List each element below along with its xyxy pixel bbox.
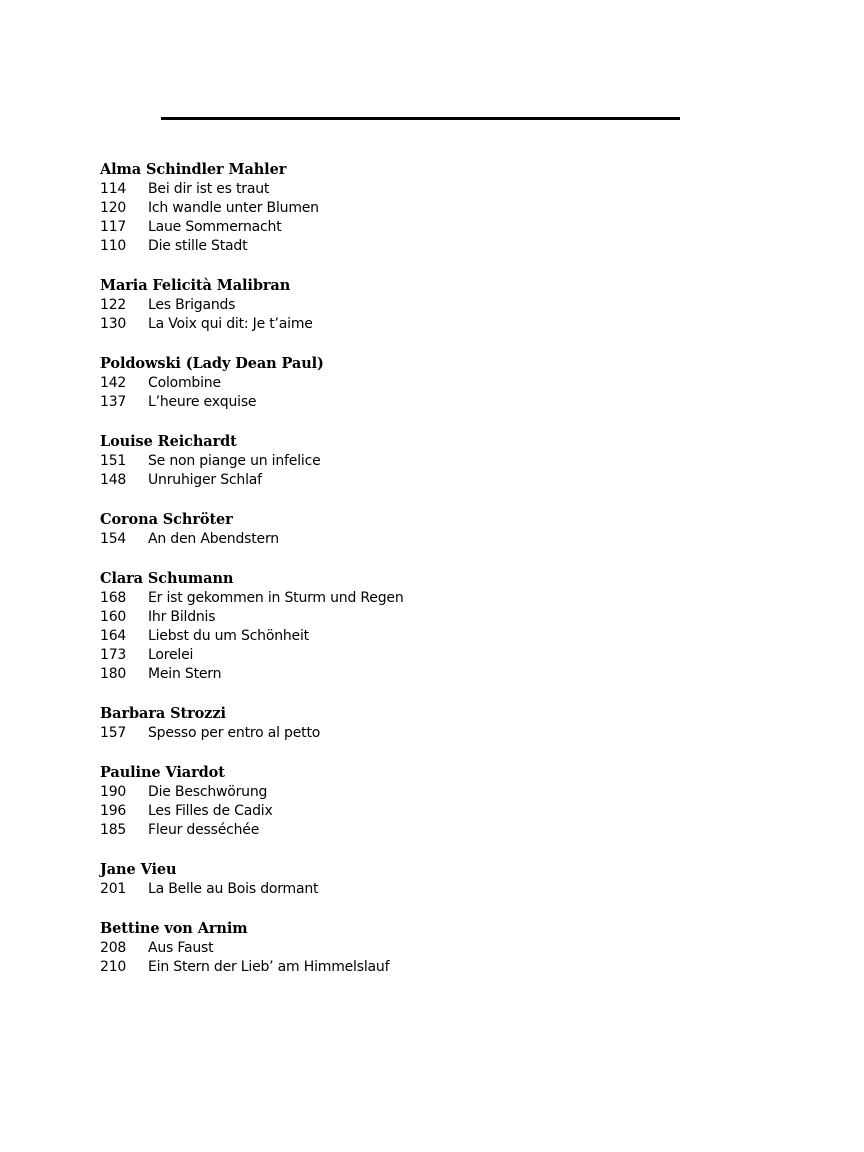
toc-entry[interactable]	[100, 783, 740, 802]
toc-entry-title: Liebst du um Schönheit	[148, 628, 309, 644]
toc-entry-title: Ihr Bildnis	[148, 609, 216, 625]
toc-entry-page-number: 130	[100, 316, 127, 332]
toc-entry-page-number: 157	[100, 725, 127, 741]
composer-heading: Jane Vieu	[100, 861, 177, 878]
composer-group	[100, 354, 740, 412]
toc-entry[interactable]	[100, 218, 740, 237]
toc-entry-page-number: 154	[100, 531, 127, 547]
toc-entry-title: Unruhiger Schlaf	[148, 472, 262, 488]
toc-entry[interactable]	[100, 374, 740, 393]
toc-entry-page-number: 142	[100, 375, 127, 391]
toc-entry[interactable]	[100, 821, 740, 840]
toc-entry[interactable]	[100, 880, 740, 899]
toc-entry[interactable]	[100, 627, 740, 646]
toc-entry-title: An den Abendstern	[148, 531, 279, 547]
toc-entry-page-number: 185	[100, 822, 127, 838]
toc-entry-page-number: 180	[100, 666, 127, 682]
toc-entry[interactable]	[100, 608, 740, 627]
composer-heading: Poldowski (Lady Dean Paul)	[100, 355, 324, 372]
toc-entry[interactable]	[100, 665, 740, 684]
toc-entry-page-number: 117	[100, 219, 127, 235]
composer-heading: Louise Reichardt	[100, 433, 237, 450]
toc-entry[interactable]	[100, 958, 740, 977]
toc-entry-page-number: 168	[100, 590, 127, 606]
toc-entry-title: Se non piange un infelice	[148, 453, 321, 469]
toc-entry-title: L’heure exquise	[148, 394, 257, 410]
toc-entry-page-number: 201	[100, 881, 127, 897]
toc-entry[interactable]	[100, 724, 740, 743]
toc-entry-page-number: 160	[100, 609, 127, 625]
table-of-contents	[100, 160, 740, 977]
composer-group	[100, 160, 740, 256]
header-divider-rule	[161, 117, 680, 120]
toc-entry-title: Die Beschwörung	[148, 784, 268, 800]
toc-entry-title: La Belle au Bois dormant	[148, 881, 319, 897]
composer-group	[100, 704, 740, 743]
toc-entry[interactable]	[100, 471, 740, 490]
toc-entry-title: Les Brigands	[148, 297, 236, 313]
toc-entry-page-number: 122	[100, 297, 127, 313]
toc-entry[interactable]	[100, 452, 740, 471]
toc-entry-title: La Voix qui dit: Je t’aime	[148, 316, 313, 332]
toc-entry-page-number: 190	[100, 784, 127, 800]
toc-entry[interactable]	[100, 296, 740, 315]
toc-entry[interactable]	[100, 589, 740, 608]
toc-entry[interactable]	[100, 939, 740, 958]
toc-entry[interactable]	[100, 530, 740, 549]
toc-entry-title: Ein Stern der Lieb’ am Himmelslauf	[148, 959, 390, 975]
toc-entry-page-number: 148	[100, 472, 127, 488]
toc-entry[interactable]	[100, 315, 740, 334]
toc-entry-page-number: 120	[100, 200, 127, 216]
toc-entry-page-number: 210	[100, 959, 127, 975]
composer-group	[100, 763, 740, 840]
toc-entry-title: Ich wandle unter Blumen	[148, 200, 319, 216]
toc-entry-page-number: 208	[100, 940, 127, 956]
toc-entry-title: Die stille Stadt	[148, 238, 248, 254]
toc-entry-page-number: 164	[100, 628, 127, 644]
toc-entry-page-number: 173	[100, 647, 127, 663]
composer-group	[100, 276, 740, 334]
toc-entry-title: Fleur desséchée	[148, 822, 260, 838]
composer-group	[100, 432, 740, 490]
toc-entry-title: Aus Faust	[148, 940, 214, 956]
toc-entry-page-number: 110	[100, 238, 127, 254]
composer-group	[100, 860, 740, 899]
composer-heading: Clara Schumann	[100, 570, 234, 587]
composer-group	[100, 569, 740, 684]
toc-entry[interactable]	[100, 393, 740, 412]
composer-group	[100, 510, 740, 549]
toc-entry-title: Spesso per entro al petto	[148, 725, 321, 741]
toc-entry-title: Er ist gekommen in Sturm und Regen	[148, 590, 404, 606]
toc-entry-page-number: 114	[100, 181, 127, 197]
toc-entry-title: Lorelei	[148, 647, 194, 663]
toc-entry-title: Colombine	[148, 375, 221, 391]
composer-heading: Pauline Viardot	[100, 764, 225, 781]
toc-entry-title: Laue Sommernacht	[148, 219, 282, 235]
composer-heading: Barbara Strozzi	[100, 705, 226, 722]
toc-entry-title: Les Filles de Cadix	[148, 803, 273, 819]
toc-entry[interactable]	[100, 646, 740, 665]
toc-entry[interactable]	[100, 802, 740, 821]
toc-entry-page-number: 151	[100, 453, 127, 469]
toc-entry-title: Bei dir ist es traut	[148, 181, 270, 197]
composer-heading: Alma Schindler Mahler	[100, 161, 287, 178]
toc-entry-title: Mein Stern	[148, 666, 222, 682]
composer-heading: Maria Felicità Malibran	[100, 277, 291, 294]
toc-entry[interactable]	[100, 199, 740, 218]
toc-entry[interactable]	[100, 180, 740, 199]
composer-heading: Corona Schröter	[100, 511, 233, 528]
composer-heading: Bettine von Arnim	[100, 920, 248, 937]
composer-group	[100, 919, 740, 977]
toc-entry-page-number: 137	[100, 394, 127, 410]
toc-entry[interactable]	[100, 237, 740, 256]
toc-entry-page-number: 196	[100, 803, 127, 819]
